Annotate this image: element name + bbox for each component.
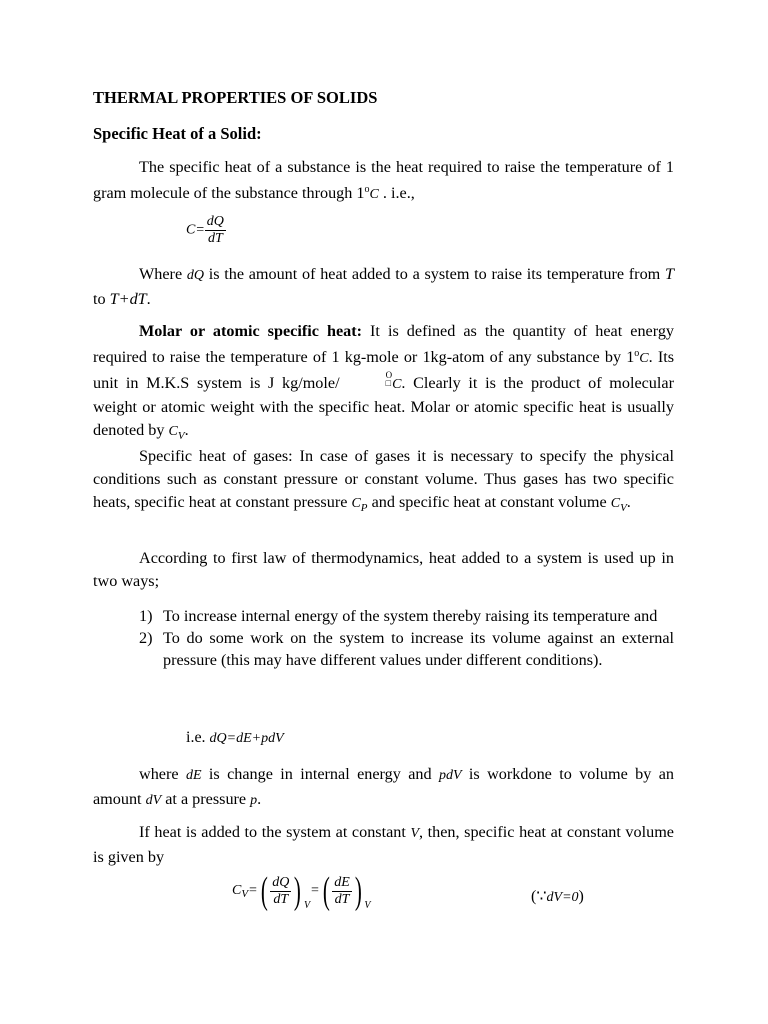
math-subscript: V (177, 430, 185, 443)
right-paren: ) (294, 870, 302, 912)
text-run: . (257, 789, 262, 808)
math-expr: dV=0 (546, 890, 579, 905)
math-unit: C (639, 350, 649, 366)
bold-term: Molar or atomic specific heat: (139, 322, 363, 340)
math-var: C (610, 495, 621, 511)
text-run: , then, specific heat at constant volume is given by (93, 823, 674, 866)
math-var: dQ (186, 268, 204, 283)
page-title: THERMAL PROPERTIES OF SOLIDS (93, 88, 378, 107)
fraction-denominator: dT (273, 891, 289, 907)
eq-sign: = (310, 883, 320, 899)
math-unit: C (392, 376, 402, 392)
eq-prefix: i.e. (186, 729, 210, 746)
fraction-numerator: dQ (272, 874, 290, 890)
math-expr: T+dT (109, 289, 147, 308)
list-number: 2) (139, 629, 153, 647)
left-paren: ( (322, 870, 330, 912)
fraction-denominator: dT (207, 231, 223, 246)
paragraph-constant-volume (93, 821, 674, 869)
fraction-numerator: dE (334, 874, 350, 890)
paren: ( (531, 888, 537, 905)
text-run: and specific heat at constant volume (367, 492, 611, 511)
numbered-list (139, 605, 674, 671)
text-run: . (626, 492, 631, 511)
text-run: . (146, 289, 151, 308)
text-run: . Clearly it is the product of molecular weight or atomic weight with the specific heat. Molar or atomic specific heat is usually denoted by (93, 373, 674, 440)
text-run: Specific heat of gases: In case of gases it is necessary to specify the physical conditions such as constant pressure or constant volume. Thus gases has two specific heats, specific heat at constant pressure (93, 447, 674, 511)
math-subscript: P (360, 501, 368, 514)
equation-cv (232, 872, 371, 911)
math-subscript: V (620, 501, 627, 514)
paragraph-gases (93, 445, 674, 520)
text-run: It is defined as the quantity of heat energy required to raise the temperature of 1 kg-mole or 1kg-atom of any substance by (93, 322, 675, 366)
left-paren: ( (260, 870, 268, 912)
math-var: C (232, 883, 242, 899)
fraction (270, 875, 291, 908)
text-run: where (139, 765, 186, 783)
text-run: is change in internal energy and (201, 765, 439, 783)
math-var: V (410, 826, 420, 841)
math-number: 1 (356, 183, 365, 202)
text-run: . i.e., (378, 183, 415, 202)
math-subscript: V (303, 900, 311, 912)
paragraph-molar-heat (93, 320, 674, 448)
text-run: If heat is added to the system at constant (139, 823, 411, 841)
paragraph-where-de (93, 763, 674, 813)
text-run: . Its unit in M.K.S system is J kg/mole/ (93, 347, 675, 392)
math-var: C (168, 424, 178, 440)
section-heading: Specific Heat of a Solid: (93, 124, 262, 143)
math-var: C (351, 495, 361, 511)
unit-degree-stack (340, 371, 393, 387)
math-unit: C (369, 186, 379, 202)
math-var: dE (185, 768, 202, 783)
equation-specific-heat (186, 214, 226, 247)
text-run: at a pressure (161, 789, 251, 808)
paragraph-where (93, 263, 674, 311)
paragraph-specific-heat (93, 156, 674, 207)
math-subscript: V (241, 888, 249, 901)
degree-sup: O (385, 369, 393, 380)
equation-first-law (186, 729, 284, 747)
text-run: The specific heat of a substance is the heat required to raise the temperature of 1 gram molecule of the substance through (93, 158, 674, 202)
list-text: To increase internal energy of the system thereby raising its temperature and (163, 607, 658, 625)
list-text: To do some work on the system to increase its volume against an external pressure (this may have different values under different conditions). (163, 629, 674, 669)
text-run: to (93, 289, 110, 308)
degree-sup: o (364, 183, 370, 195)
fraction (332, 875, 352, 908)
document-page (93, 0, 674, 1024)
math-expr: dQ=dE+pdV (209, 731, 284, 746)
math-var: T (664, 265, 674, 283)
math-var: dV (145, 792, 162, 808)
list-item (139, 627, 674, 671)
fraction (205, 214, 226, 247)
math-var: pdV (438, 768, 462, 783)
list-item (139, 605, 674, 627)
equation-condition (531, 886, 584, 906)
eq-lhs: C= (186, 222, 205, 238)
eq-sign: = (248, 883, 258, 899)
text-run: is workdone to volume by an amount (93, 765, 674, 808)
because-symbol: ∵ (536, 888, 547, 905)
text-run: Where (139, 265, 187, 283)
right-paren: ) (354, 870, 362, 912)
math-var: p (250, 792, 258, 808)
math-number: 1 (626, 347, 635, 366)
list-number: 1) (139, 607, 153, 625)
fraction-numerator: dQ (206, 214, 224, 229)
degree-sup: o (634, 347, 640, 359)
paragraph-first-law: According to first law of thermodynamics, heat added to a system is used up in two ways; (93, 549, 674, 590)
missing-glyph-box: □ (385, 377, 391, 388)
text-run: is the amount of heat added to a system to raise its temperature from (203, 265, 665, 283)
fraction-denominator: dT (334, 891, 350, 907)
paren: ) (578, 888, 584, 905)
text-run: . (184, 421, 189, 440)
math-subscript: V (364, 900, 371, 912)
